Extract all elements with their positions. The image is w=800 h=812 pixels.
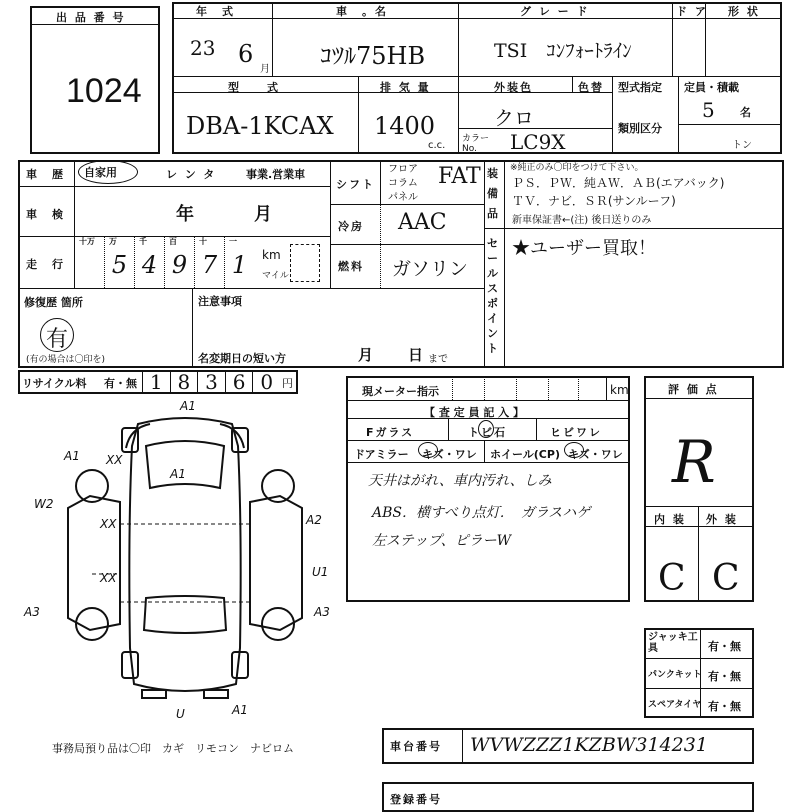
damage-mark: A3 — [24, 605, 40, 619]
grade-label: グ レ ー ド — [520, 5, 590, 18]
load-unit: トン — [732, 140, 752, 151]
meter-label: 現メーター指示 — [362, 385, 439, 398]
damage-mark: XX — [106, 453, 123, 467]
lot-number: 1024 — [66, 72, 142, 110]
mileage-unit-label: 十 — [199, 237, 207, 246]
shift-option-panel: パネル — [388, 192, 418, 203]
wheel-option: キズ・ワレ — [568, 448, 623, 461]
mileage-cell — [74, 236, 104, 288]
circle-mark-icon — [78, 160, 138, 184]
recycle-digit-grid — [142, 370, 280, 394]
history-rental: レンタ — [166, 168, 223, 181]
exterior-label: 外 装 — [706, 513, 738, 526]
mileage-unit-label: 十万 — [79, 237, 95, 246]
exterior-score: C — [712, 558, 740, 599]
sales-point-text: ★ユーザー買取！ — [512, 238, 656, 259]
notes-label: 注意事項 — [198, 295, 242, 308]
repair-note: (有の場合は〇印を) — [26, 355, 106, 365]
repair-circle-icon — [40, 318, 74, 352]
inspection-month: 月 — [254, 204, 272, 225]
assessor-comment-2: ABS．横すべり点灯． ガラスハゲ — [372, 505, 591, 521]
shift-option-column: コラム — [388, 178, 418, 189]
mileage-unit-label: 万 — [109, 237, 117, 246]
damage-mark: A1 — [180, 399, 196, 413]
door-mirror-label: ドアミラー — [354, 448, 409, 461]
damage-mark: U — [176, 707, 185, 721]
mile-check-box — [290, 244, 320, 282]
capacity-label: 定員・積載 — [684, 81, 739, 94]
recycle-digit: 3 — [197, 370, 225, 394]
damage-mark: A2 — [306, 513, 322, 527]
repair-label: 修復歴 箇所 — [24, 296, 83, 309]
capacity-unit: 名 — [740, 106, 753, 119]
mileage-grid — [74, 236, 256, 288]
short-period-label: 名変期日の短い方 — [198, 352, 286, 365]
damage-mark: XX — [100, 517, 117, 531]
type-designation-label: 型式指定 — [618, 81, 662, 94]
f-glass-label: Fガラス — [366, 426, 415, 439]
grade-value: TSI ｺﾝﾌｫｰﾄﾗｲﾝ — [494, 40, 632, 62]
mile-unit: マイル — [262, 271, 289, 281]
interior-score: C — [658, 558, 686, 599]
wheel-circle-icon — [564, 442, 584, 458]
hibi-label: ヒビワレ — [550, 426, 602, 439]
equipment-label: 装備品 — [487, 167, 498, 220]
mileage-digit: 5 — [111, 251, 128, 279]
mileage-digit: 4 — [141, 251, 158, 279]
color-change-label: 色替 — [578, 81, 604, 94]
car-name-label: 車 。名 — [336, 5, 388, 18]
puncture-kit-label: パンクキット — [648, 670, 702, 680]
mileage-digit: 7 — [201, 251, 218, 279]
mileage-label: 走 行 — [26, 258, 65, 271]
door-label: ド ア — [676, 5, 708, 18]
registration-label: 登録番号 — [390, 793, 442, 806]
notes-until: まで — [428, 354, 448, 365]
recycle-label: リサイクル料 — [22, 377, 87, 390]
damage-mark: W2 — [34, 497, 54, 511]
recycle-digit: 8 — [170, 370, 198, 394]
shape-label: 形 状 — [728, 5, 760, 18]
mileage-cell — [194, 236, 224, 288]
car-diagram — [20, 398, 350, 728]
mileage-unit-label: 一 — [229, 237, 237, 246]
puncture-kit-value: 有・無 — [708, 670, 741, 683]
damage-mark: A1 — [232, 703, 248, 717]
tobi-label: トビ石 — [468, 426, 507, 439]
color-no-value: LC9X — [510, 130, 566, 154]
spare-tire-value: 有・無 — [708, 700, 741, 713]
history-business: 事業.営業車 — [246, 168, 306, 181]
mileage-digit: 1 — [231, 251, 248, 279]
month-value: 6 — [238, 40, 254, 68]
mileage-digit: 9 — [171, 251, 188, 279]
category-label: 類別区分 — [618, 122, 662, 135]
year-label: 年 式 — [196, 5, 235, 18]
shift-value: FAT — [438, 164, 481, 189]
recycle-option: 有・無 — [104, 377, 137, 390]
assessor-comment-3: 左ステップ、ピラーW — [372, 533, 511, 549]
notes-day: 日 — [408, 346, 424, 364]
mileage-cell — [224, 236, 254, 288]
tobi-circle-icon — [478, 420, 494, 438]
wheel-label: ホイール(CP) — [490, 448, 560, 461]
lot-label: 出 品 番 号 — [56, 11, 126, 24]
inspection-label: 車 検 — [26, 208, 65, 221]
footer-note: 事務局預り品は〇印 カギ リモコン ナビロム — [52, 742, 294, 755]
notes-month: 月 — [358, 346, 374, 364]
inspection-year: 年 — [176, 204, 194, 225]
chassis-value: WVWZZZ1KZBW314231 — [470, 734, 708, 756]
equipment-line1: ＰＳ．ＰＷ．純ＡＷ．ＡＢ(エアバック) — [512, 176, 725, 190]
rating-label: 評 価 点 — [668, 383, 719, 396]
car-name-value: ｺﾂﾙ75HB — [320, 42, 426, 70]
month-unit: 月 — [260, 64, 270, 75]
jack-label: ジャッキ工 具 — [648, 632, 708, 654]
jack-value: 有・無 — [708, 640, 741, 653]
cc-unit: c.c. — [428, 140, 446, 151]
interior-label: 内 装 — [654, 513, 686, 526]
damage-mark: XX — [100, 571, 117, 585]
color-no-label: カラー No. — [462, 134, 490, 154]
damage-mark: A1 — [64, 449, 80, 463]
km-unit: km — [262, 248, 281, 262]
ac-value: AAC — [398, 210, 447, 235]
meter-unit: km — [610, 383, 629, 397]
damage-mark: U1 — [312, 565, 329, 579]
recycle-digit: 1 — [142, 370, 170, 394]
equipment-line2: ＴＶ．ナビ．ＳＲ(サンルーフ) — [512, 194, 676, 208]
sales-point-label: セールスポイント — [487, 237, 498, 355]
repair-value: 有 — [46, 327, 69, 352]
history-private: 自家用 — [84, 164, 117, 180]
model-label: 型 式 — [228, 81, 280, 94]
shift-option-floor: フロア — [388, 164, 418, 175]
equipment-line3: 新車保証書←(注) 後日送りのみ — [512, 215, 652, 226]
recycle-digit: 6 — [225, 370, 253, 394]
damage-mark: A3 — [314, 605, 330, 619]
displacement-value: 1400 — [374, 112, 436, 140]
assessor-comment-1: 天井はがれ、車内汚れ、しみ — [368, 473, 552, 489]
mileage-cell — [104, 236, 134, 288]
mileage-unit-label: 千 — [139, 237, 147, 246]
model-value: DBA-1KCAX — [186, 112, 334, 140]
ac-label: 冷房 — [338, 220, 364, 233]
assessor-title: 【 査 定 員 記 入 】 — [424, 406, 524, 419]
mileage-cell — [134, 236, 164, 288]
exterior-color-value: クロ — [494, 106, 534, 130]
exterior-color-label: 外装色 — [494, 81, 533, 94]
mileage-cell — [164, 236, 194, 288]
door-mirror-option: キズ・ワレ — [422, 448, 477, 461]
recycle-digit: 0 — [252, 370, 280, 394]
spare-tire-label: スペアタイヤ — [648, 700, 702, 710]
fuel-value: ガソリン — [392, 258, 469, 280]
shift-label: シフト — [336, 178, 375, 191]
mileage-unit-label: 百 — [169, 237, 177, 246]
mirror-circle-icon — [418, 442, 438, 458]
equipment-note: ※純正のみ〇印をつけて下さい。 — [510, 163, 644, 173]
damage-mark: A1 — [170, 467, 186, 481]
capacity-value: 5 — [702, 98, 715, 122]
rating-score: R — [672, 428, 716, 496]
fuel-label: 燃料 — [338, 260, 364, 273]
chassis-label: 車台番号 — [390, 740, 442, 753]
recycle-unit: 円 — [282, 377, 293, 390]
year-value: 23 — [190, 36, 216, 60]
displacement-label: 排 気 量 — [380, 81, 431, 94]
history-label: 車 歴 — [26, 168, 65, 181]
